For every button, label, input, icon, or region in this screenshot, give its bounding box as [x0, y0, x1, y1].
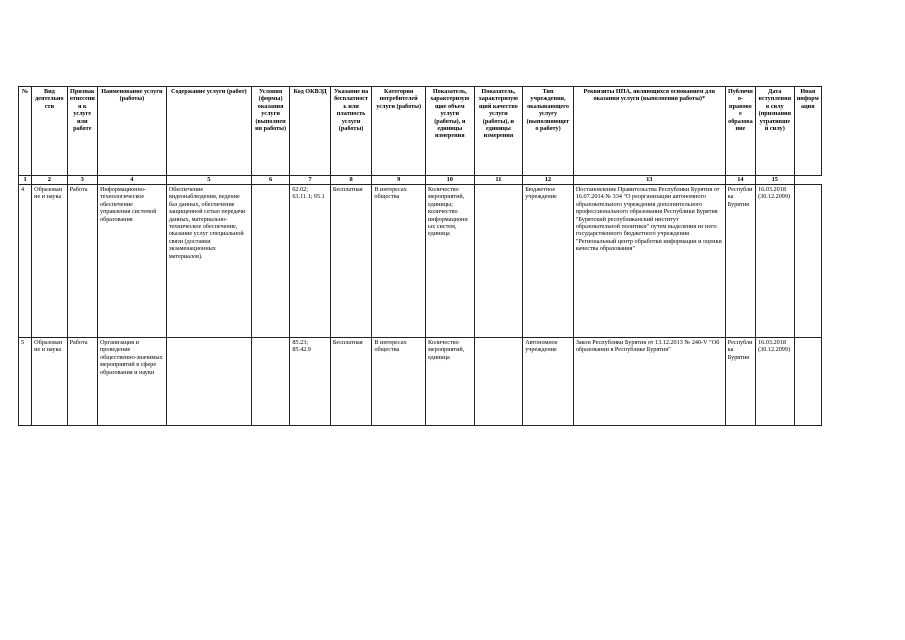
row-name: Информационно-технологическое обеспечение управления системой образования [97, 185, 166, 338]
row-type: Автономное учреждение [523, 338, 574, 426]
header-category: Категория потребителей услуги (работы) [372, 87, 426, 176]
services-register-table [18, 86, 822, 426]
row-public: Республика Бурятия [725, 185, 755, 338]
table-row [19, 338, 822, 426]
table-row [19, 185, 822, 338]
header-volume: Показатель, характеризующие объем услуги (работы), и единицы измерения [426, 87, 475, 176]
row-public: Республика Бурятия [725, 338, 755, 426]
column-number: 15 [756, 176, 794, 185]
column-number: 5 [166, 176, 251, 185]
header-quality: Показатель, характеризующий качество услуги (работы), и единицы измерения [474, 87, 523, 176]
header-activity: Вид деятельности [32, 87, 67, 176]
row-no: 4 [19, 185, 32, 338]
header-other: Иная информация [794, 87, 821, 176]
row-conditions [251, 185, 289, 338]
column-number: 1 [19, 176, 32, 185]
header-payment: Указание на бесплатность или платность услуги (работы) [330, 87, 372, 176]
column-number: 4 [97, 176, 166, 185]
header-npa: Реквизиты НПА, являющихся основанием для оказания услуги (выполнения работы)* [573, 87, 725, 176]
row-content: Обеспечение видеонаблюдения, ведение баз данных, обеспечение защищенной сетью передачи данных, материально-техническое обеспечение, оказание услуг специальной связи (доставки экзаменационных материалов). [166, 185, 251, 338]
row-no: 5 [19, 338, 32, 426]
header-no: № [19, 87, 32, 176]
header-okved: Код ОКВЭД [290, 87, 331, 176]
column-number-row [19, 176, 822, 185]
row-volume: Количество мероприятий, единицы; количество информационных систем, единица [426, 185, 475, 338]
column-number: 14 [725, 176, 755, 185]
header-conditions: Условия (формы) оказания услуги (выполнения работы) [251, 87, 289, 176]
column-number: 7 [290, 176, 331, 185]
header-sign: Признак отнесения к услуге или работе [67, 87, 97, 176]
row-content [166, 338, 251, 426]
column-number: 11 [474, 176, 523, 185]
header-row [19, 87, 822, 176]
row-quality [474, 338, 523, 426]
row-date: 16.03.2018 (30.12.2099) [756, 338, 794, 426]
header-content: Содержание услуги (работ) [166, 87, 251, 176]
row-category: В интересах общества [372, 338, 426, 426]
row-type: Бюджетное учреждение [523, 185, 574, 338]
row-activity: Образование и наука [32, 338, 67, 426]
row-quality [474, 185, 523, 338]
row-volume: Количество мероприятий, единица [426, 338, 475, 426]
row-sign: Работа [67, 338, 97, 426]
row-okved: 62.02; 63.11.1; 95.1 [290, 185, 331, 338]
header-date: Дата вступления в силу (признания утратившей силу) [756, 87, 794, 176]
column-number: 2 [32, 176, 67, 185]
row-conditions [251, 338, 289, 426]
row-npa: Закон Республики Бурятия от 13.12.2013 № 240-V "Об образовании в Республике Бурятия" [573, 338, 725, 426]
row-okved: 85.23; 85.42.9 [290, 338, 331, 426]
row-payment: Бесплатная [330, 185, 372, 338]
header-name: Наименование услуги (работы) [97, 87, 166, 176]
header-type: Тип учреждения, оказывающего услугу (выполняющего работу) [523, 87, 574, 176]
row-name: Организация и проведение общественно-значимых мероприятий в сфере образования и науки [97, 338, 166, 426]
column-number: 3 [67, 176, 97, 185]
row-other [794, 338, 821, 426]
column-number: 8 [330, 176, 372, 185]
column-number: 10 [426, 176, 475, 185]
header-public: Публично-правовое образование [725, 87, 755, 176]
column-number: 13 [573, 176, 725, 185]
row-date: 16.03.2018 (30.12.2099) [756, 185, 794, 338]
column-number: 6 [251, 176, 289, 185]
column-number: 9 [372, 176, 426, 185]
row-payment: Бесплатная [330, 338, 372, 426]
row-activity: Образование и наука [32, 185, 67, 338]
row-sign: Работа [67, 185, 97, 338]
row-npa: Постановление Правительства Республики Бурятия от 16.07.2014 № 334 "О реорганизации автономного образовательного учреждения дополнительного профессионального образования Республики Бурятия "Бурятский республиканский институт образовательной политики" путем выделения из него государственного бюджетного учреждения "Региональный центр обработки информации и оценки качества образования" [573, 185, 725, 338]
row-category: В интересах общества [372, 185, 426, 338]
row-other [794, 185, 821, 338]
column-number: 12 [523, 176, 574, 185]
